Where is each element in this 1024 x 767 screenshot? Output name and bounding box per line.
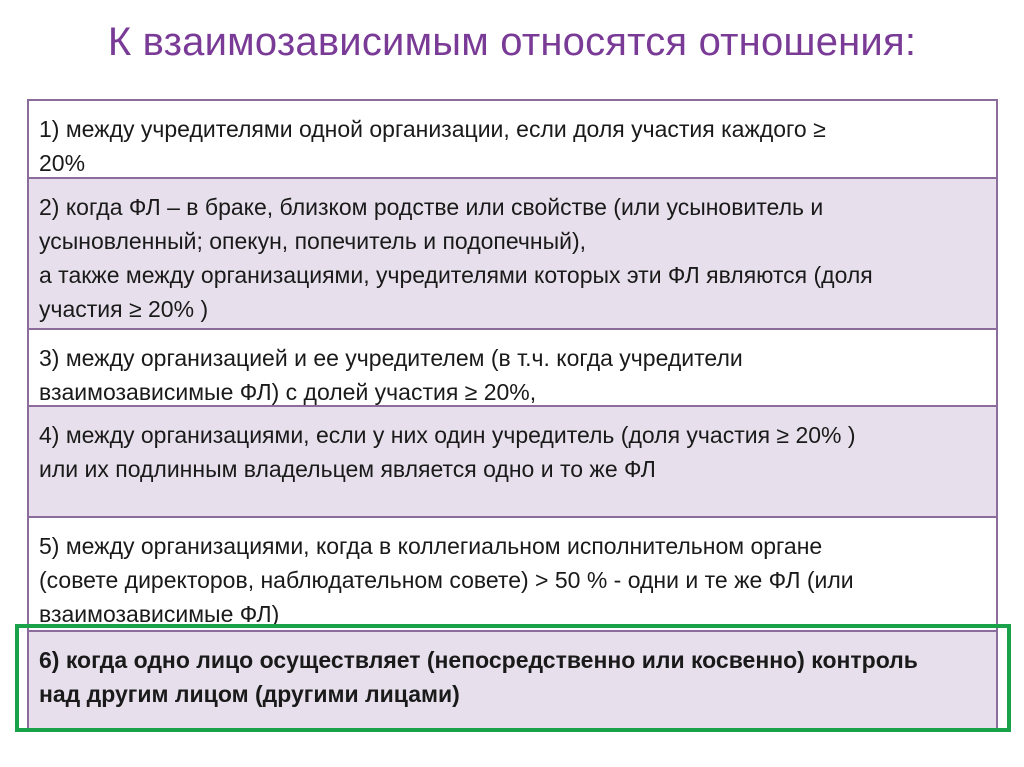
row-text-line: 1) между учредителями одной организации, если доля участия каждого ≥ <box>39 116 826 142</box>
table-row <box>29 407 996 518</box>
table-row <box>29 330 996 407</box>
row-text-line: 4) между организациями, если у них один учредитель (доля участия ≥ 20% ) <box>39 422 856 448</box>
relations-table <box>27 99 998 730</box>
row-text-line: а также между организациями, учредителями которых эти ФЛ являются (доля <box>39 262 873 288</box>
slide-title: К взаимозависимым относятся отношения: <box>107 20 917 64</box>
row-text-line: над другим лицом (другими лицами) <box>39 681 460 707</box>
row-text-line: (совете директоров, наблюдательном совете) > 50 % - одни и те же ФЛ (или <box>39 567 854 593</box>
row-text-line: 3) между организацией и ее учредителем (в т.ч. когда учредители <box>39 345 743 371</box>
row-text-line: 5) между организациями, когда в коллегиальном исполнительном органе <box>39 533 823 559</box>
row-text-line: усыновленный; опекун, попечитель и подопечный), <box>39 228 587 254</box>
table-row <box>29 179 996 330</box>
row-text-line: взаимозависимые ФЛ) с долей участия ≥ 20%, <box>39 379 537 405</box>
row-text-line: 20% <box>39 150 86 176</box>
table-row-highlighted <box>29 632 996 728</box>
row-text-line: 6) когда одно лицо осуществляет (непосредственно или косвенно) контроль <box>39 647 918 673</box>
row-text-line: взаимозависимые ФЛ) <box>39 601 280 627</box>
table-row <box>29 101 996 179</box>
table-row <box>29 518 996 632</box>
row-text-line: 2) когда ФЛ – в браке, близком родстве или свойстве (или усыновитель и <box>39 194 824 220</box>
row-text-line: или их подлинным владельцем является одно и то же ФЛ <box>39 456 656 482</box>
row-text-line: участия ≥ 20% ) <box>39 296 209 322</box>
